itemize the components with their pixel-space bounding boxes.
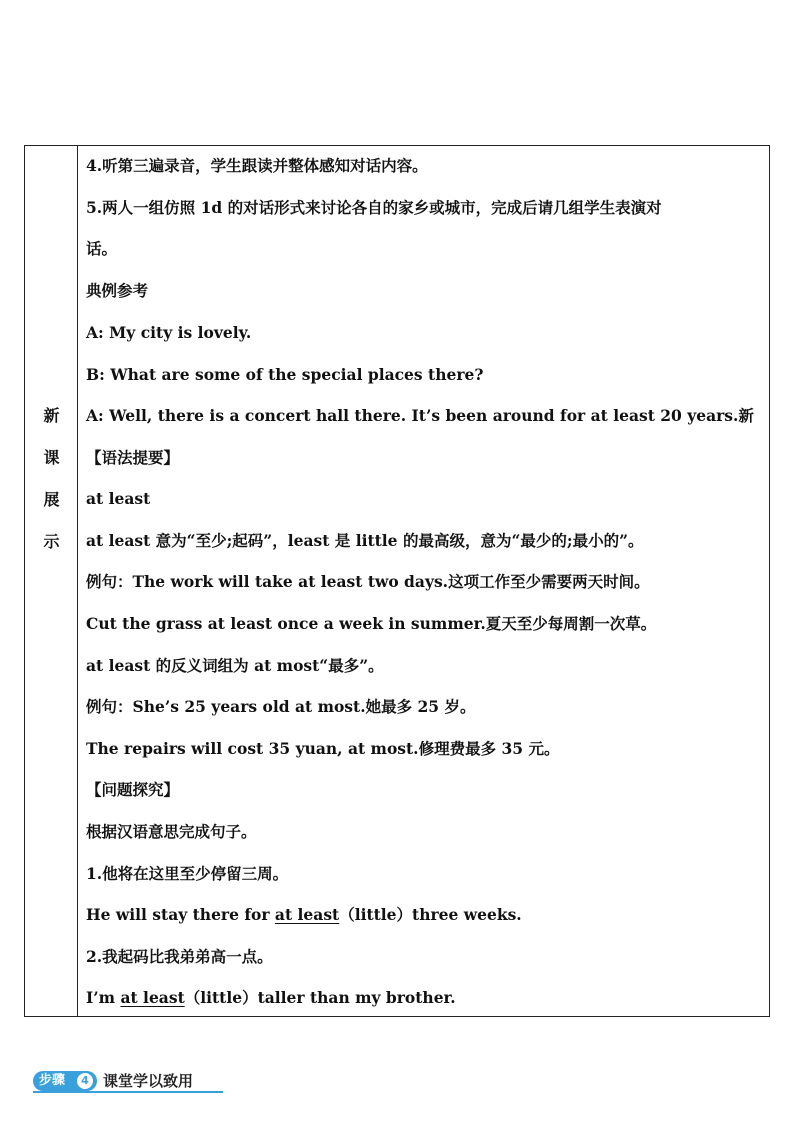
example-sentence: 例句：She’s 25 years old at most.她最多 25 岁。 — [86, 697, 476, 716]
step-number-badge: 4 — [77, 1073, 93, 1089]
exercise-prompt: 1.他将在这里至少停留三周。 — [86, 864, 289, 883]
side-char: 新 — [43, 406, 60, 425]
side-char: 课 — [43, 448, 60, 467]
grammar-heading: 【语法提要】 — [86, 448, 180, 467]
exercise-text: He will stay there for — [86, 905, 275, 924]
dialog-line: A: Well, there is a concert hall there. It’s been around for at least 20 years.新 — [86, 406, 754, 425]
lesson-table — [24, 145, 770, 1017]
grammar-explanation: at least 意为“至少;起码”，least 是 little 的最高级，意为“最少的;最小的”。 — [86, 531, 644, 550]
side-char: 展 — [43, 490, 60, 509]
exercise-text: （little）three weeks. — [339, 905, 522, 924]
side-column — [25, 146, 78, 1016]
step-pill — [33, 1071, 97, 1091]
exercise-text: I’m — [86, 988, 121, 1007]
exercise-prompt: 2.我起码比我弟弟高一点。 — [86, 947, 273, 966]
step-title: 课堂学以致用 — [103, 1072, 194, 1090]
example-sentence: Cut the grass at least once a week in summer.夏天至少每周割一次草。 — [86, 614, 657, 633]
step-4-text: 4.听第三遍录音，学生跟读并整体感知对话内容。 — [86, 156, 428, 175]
answer-blank: at least — [120, 988, 185, 1007]
inquiry-heading: 【问题探究】 — [86, 780, 180, 799]
antonym-note: at least 的反义词组为 at most“最多”。 — [86, 656, 384, 675]
exercise-answer-line — [86, 904, 522, 926]
side-label — [25, 402, 78, 570]
step-underline — [33, 1091, 223, 1093]
step-label: 步骤 — [39, 1073, 66, 1088]
side-char: 示 — [43, 532, 60, 551]
example-sentence: The repairs will cost 35 yuan, at most.修理费最多 35 元。 — [86, 739, 560, 758]
example-sentence: 例句：The work will take at least two days.这项工作至少需要两天时间。 — [86, 572, 650, 591]
grammar-term: at least — [86, 489, 151, 508]
exercise-text: （little）taller than my brother. — [184, 988, 456, 1007]
dialog-line: A: My city is lovely. — [86, 323, 252, 342]
step-5-text: 5.两人一组仿照 1d 的对话形式来讨论各自的家乡或城市，完成后请几组学生表演对 — [86, 198, 662, 217]
instruction: 根据汉语意思完成句子。 — [86, 822, 257, 841]
dialog-line: B: What are some of the special places there? — [86, 365, 484, 384]
step-5-text-cont: 话。 — [86, 239, 118, 258]
example-heading: 典例参考 — [86, 281, 149, 300]
exercise-answer-line — [86, 987, 456, 1009]
answer-blank: at least — [274, 905, 340, 924]
